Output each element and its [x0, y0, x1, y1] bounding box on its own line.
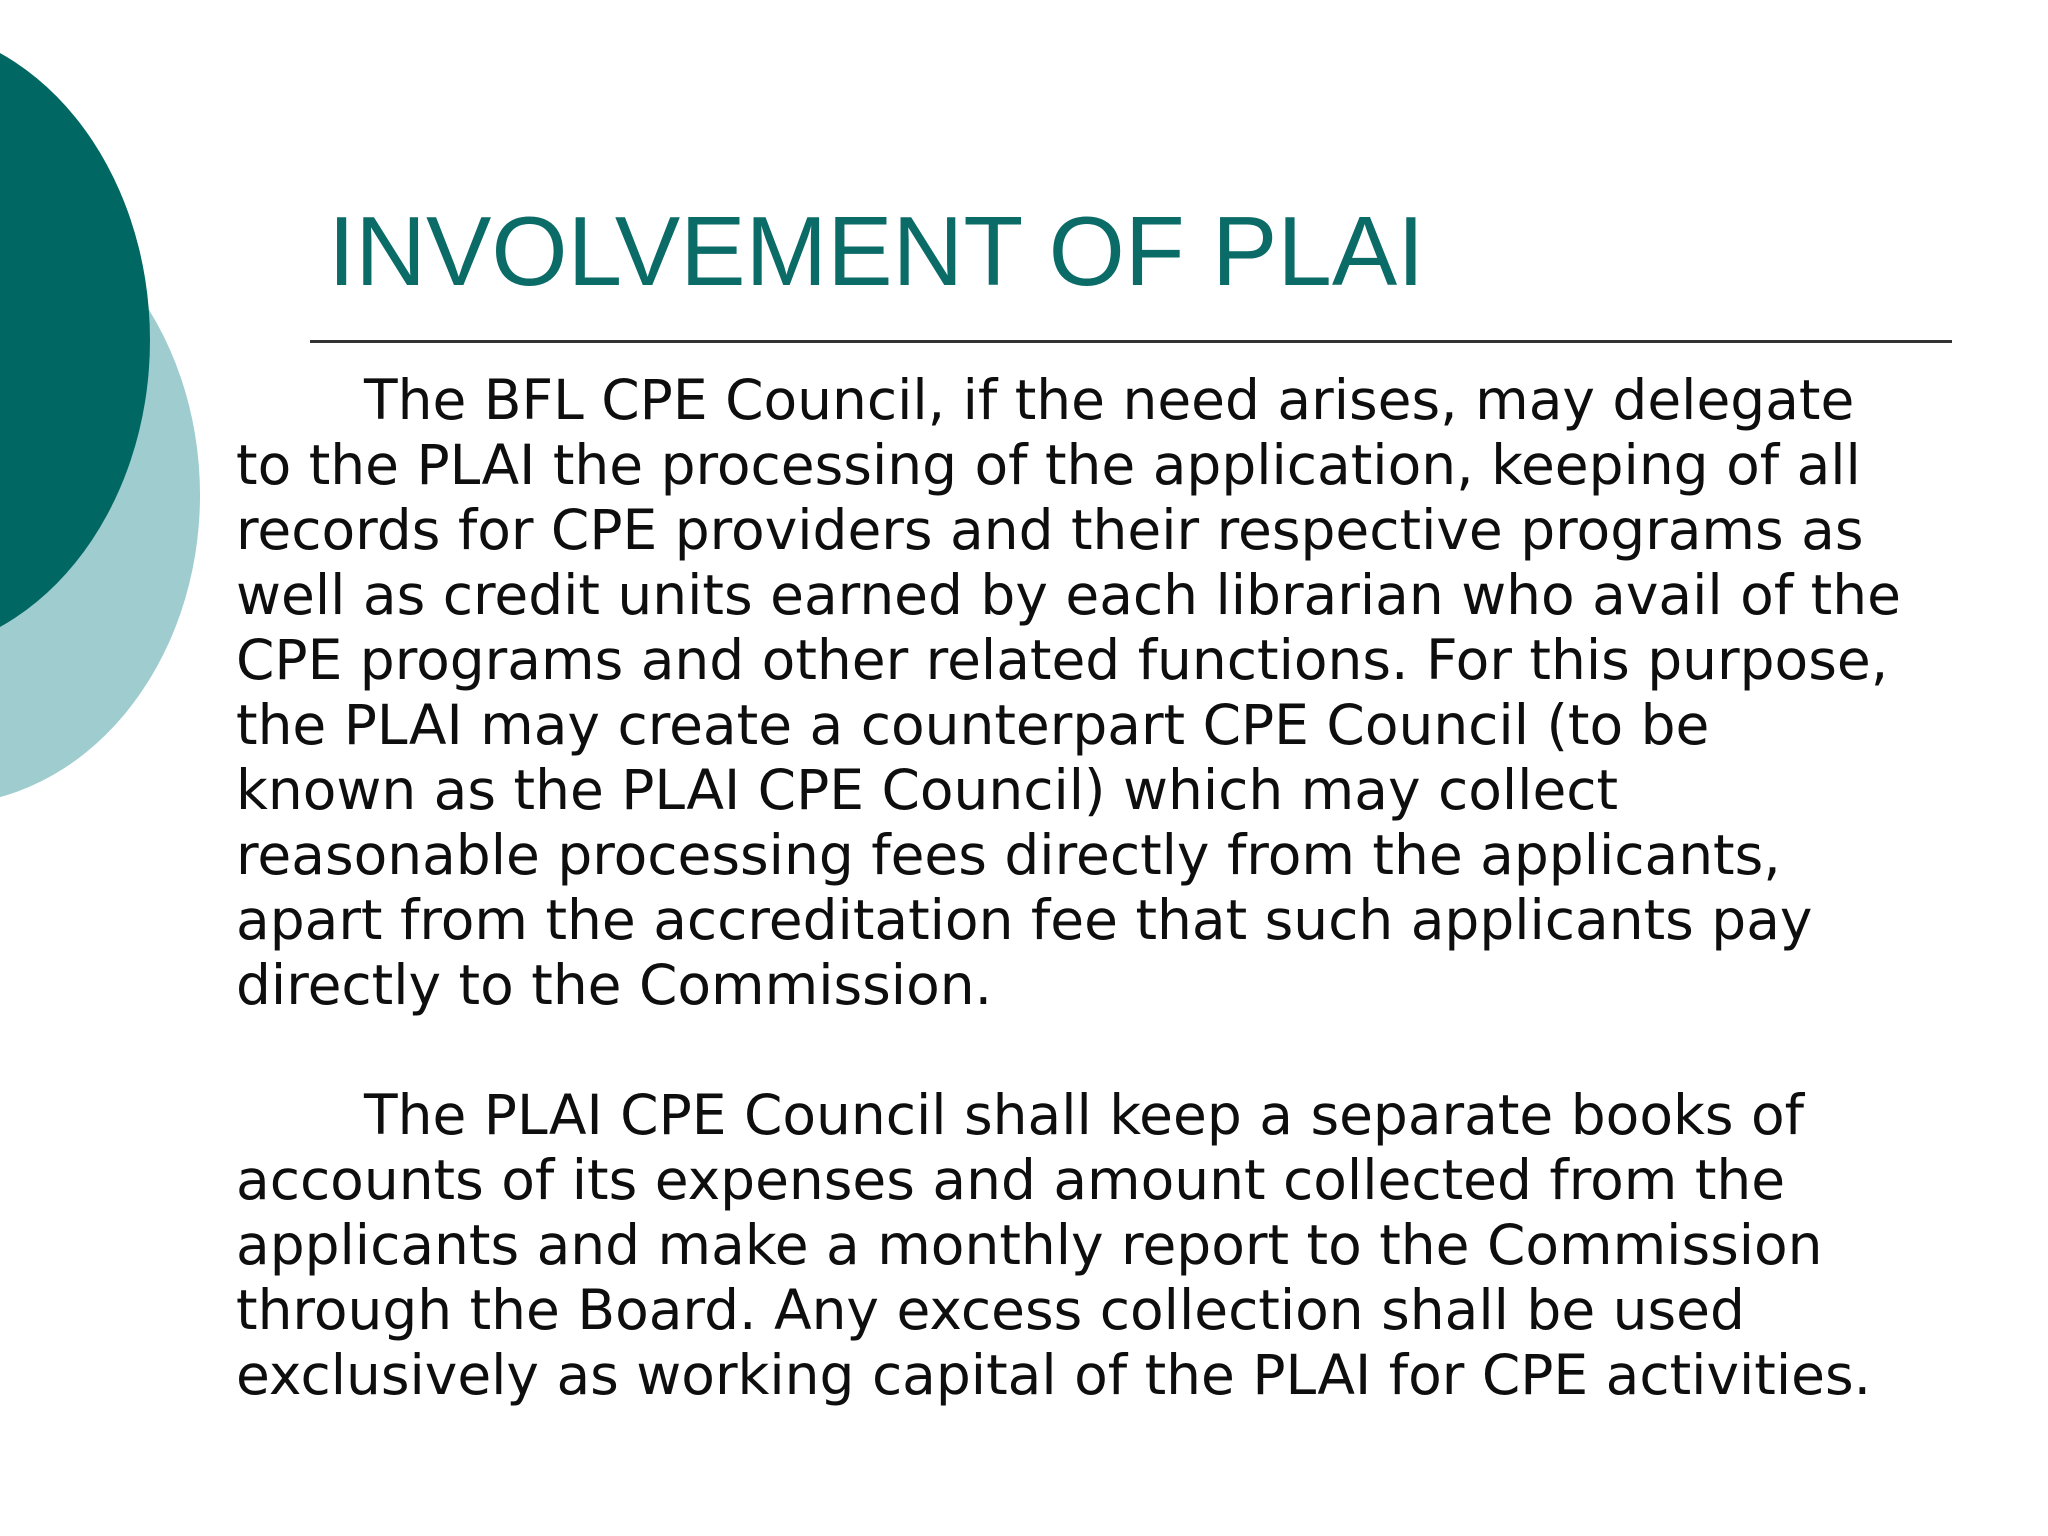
paragraph-1 [236, 368, 2026, 1018]
paragraph-line: exclusively as working capital of the PLAI for CPE activities. [236, 1343, 1872, 1407]
paragraph-line: the PLAI may create a counterpart CPE Council (to be [236, 693, 1710, 757]
paragraph-line: CPE programs and other related functions. For this purpose, [236, 628, 1889, 692]
paragraph-line: known as the PLAI CPE Council) which may collect [236, 758, 1619, 822]
paragraph-line: accounts of its expenses and amount collected from the [236, 1148, 1786, 1212]
paragraph-line: through the Board. Any excess collection shall be used [236, 1278, 1745, 1342]
paragraph-line: to the PLAI the processing of the application, keeping of all [236, 433, 1861, 497]
paragraph-line: The PLAI CPE Council shall keep a separate books of [364, 1083, 1804, 1147]
paragraph-line: apart from the accreditation fee that such applicants pay [236, 888, 1813, 952]
slide-title: INVOLVEMENT OF PLAI [328, 196, 1425, 306]
paragraph-line: well as credit units earned by each librarian who avail of the [236, 563, 1901, 627]
paragraph-line: reasonable processing fees directly from the applicants, [236, 823, 1781, 887]
slide-body [236, 368, 2026, 1408]
title-divider [310, 340, 1952, 343]
paragraph-line: The BFL CPE Council, if the need arises, may delegate [364, 368, 1855, 432]
paragraph-line: directly to the Commission. [236, 953, 993, 1017]
paragraph-2 [236, 1083, 2026, 1408]
paragraph-spacer [236, 1018, 2026, 1083]
paragraph-line: applicants and make a monthly report to the Commission [236, 1213, 1823, 1277]
paragraph-line: records for CPE providers and their respective programs as [236, 498, 1864, 562]
